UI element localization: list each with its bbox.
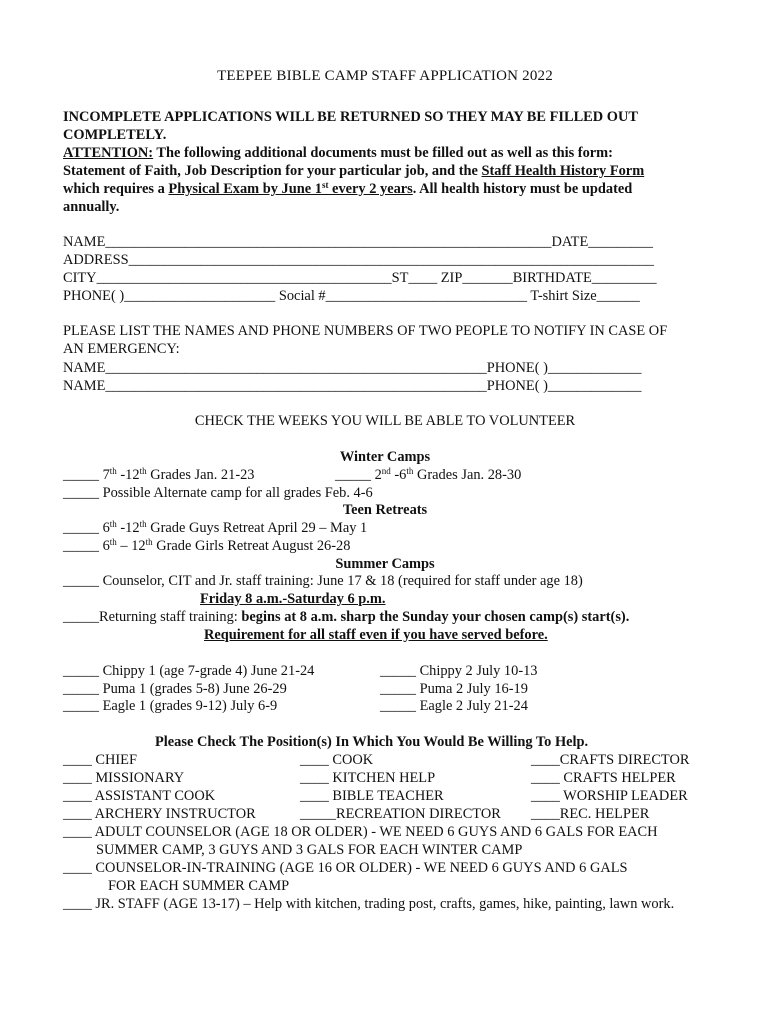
winter-camps-heading: Winter Camps bbox=[339, 449, 431, 465]
teen-guys-retreat[interactable] bbox=[63, 519, 367, 537]
summer-camp-option[interactable]: _____ Puma 1 (grades 5-8) June 26-29 bbox=[63, 681, 287, 697]
grade-range: -6 bbox=[390, 467, 407, 483]
health-form-link: Staff Health History Form bbox=[481, 163, 645, 179]
phone-social-tshirt-field[interactable]: PHONE( )_____________________ Social #____________________________ T-shirt Size______ bbox=[63, 288, 640, 304]
position-option[interactable]: ____ ARCHERY INSTRUCTOR bbox=[63, 806, 256, 822]
attention-text: The following additional documents must be filled out as well as this form: bbox=[153, 145, 613, 161]
summer-camp-option[interactable]: _____ Eagle 1 (grades 9-12) July 6-9 bbox=[63, 698, 278, 714]
ordinal-suffix: th bbox=[109, 519, 117, 529]
position-option[interactable]: ____ MISSIONARY bbox=[63, 770, 185, 786]
position-option[interactable]: ____CRAFTS DIRECTOR bbox=[531, 752, 690, 768]
training-time: Friday 8 a.m.-Saturday 6 p.m. bbox=[200, 591, 386, 607]
winter-camp-2-6[interactable] bbox=[335, 466, 521, 484]
physical-exam-prefix: which requires a bbox=[63, 181, 169, 197]
teen-girls-retreat[interactable] bbox=[63, 537, 350, 555]
winter-camp-7-12[interactable] bbox=[63, 466, 255, 484]
ordinal-suffix: st bbox=[321, 180, 329, 190]
training-requirement: Requirement for all staff even if you have served before. bbox=[204, 627, 548, 643]
page-title: TEEPEE BIBLE CAMP STAFF APPLICATION 2022 bbox=[217, 68, 553, 84]
physical-exam-date: Physical Exam by June 1 bbox=[168, 181, 322, 197]
position-option[interactable]: ____ ASSISTANT COOK bbox=[63, 788, 216, 804]
position-option[interactable]: ____ CRAFTS HELPER bbox=[531, 770, 676, 786]
position-option[interactable]: ____REC. HELPER bbox=[531, 806, 650, 822]
physical-exam-frequency: every 2 years bbox=[328, 181, 413, 197]
emergency-instructions-line1: PLEASE LIST THE NAMES AND PHONE NUMBERS OF TWO PEOPLE TO NOTIFY IN CASE OF bbox=[63, 323, 668, 339]
emergency-contact-2[interactable]: NAME_____________________________________________________PHONE( )_____________ bbox=[63, 378, 642, 394]
jr-staff-option[interactable]: ____ JR. STAFF (AGE 13-17) – Help with kitchen, trading post, crafts, games, hike, painting, lawn work. bbox=[63, 896, 675, 912]
ordinal-suffix: th bbox=[406, 466, 414, 476]
weeks-heading: CHECK THE WEEKS YOU WILL BE ABLE TO VOLUNTEER bbox=[194, 413, 576, 429]
attention-line bbox=[63, 144, 613, 162]
incomplete-notice-line1: INCOMPLETE APPLICATIONS WILL BE RETURNED SO THEY MAY BE FILLED OUT bbox=[63, 109, 638, 125]
position-option[interactable]: ____ COOK bbox=[300, 752, 374, 768]
emergency-contact-1[interactable]: NAME_____________________________________________________PHONE( )_____________ bbox=[63, 360, 642, 376]
ordinal-suffix: th bbox=[109, 466, 117, 476]
address-field[interactable]: ADDRESS_________________________________________________________________________ bbox=[63, 252, 654, 268]
summer-camps-heading: Summer Camps bbox=[335, 556, 435, 572]
counselor-in-training-note: FOR EACH SUMMER CAMP bbox=[108, 878, 290, 894]
name-date-field[interactable]: NAME______________________________________________________________DATE_________ bbox=[63, 234, 654, 250]
physical-exam-line bbox=[63, 180, 632, 198]
summer-camp-option[interactable]: _____ Chippy 1 (age 7-grade 4) June 21-24 bbox=[63, 663, 315, 679]
checkbox-blank: _____ 7 bbox=[63, 467, 110, 483]
positions-heading: Please Check The Position(s) In Which You Would Be Willing To Help. bbox=[155, 734, 589, 750]
checkbox-blank: _____ 6 bbox=[63, 538, 110, 554]
ordinal-suffix: nd bbox=[381, 466, 391, 476]
position-option[interactable]: ____ KITCHEN HELP bbox=[300, 770, 436, 786]
camp-dates: Grades Jan. 28-30 bbox=[413, 467, 522, 483]
returning-staff-training[interactable] bbox=[63, 608, 629, 626]
teen-retreats-heading: Teen Retreats bbox=[342, 502, 428, 518]
adult-counselor-option[interactable]: ____ ADULT COUNSELOR (AGE 18 OR OLDER) - WE NEED 6 GUYS AND 6 GALS FOR EACH bbox=[63, 824, 658, 840]
incomplete-notice-line2: COMPLETELY. bbox=[63, 127, 167, 143]
position-option[interactable]: ____ CHIEF bbox=[63, 752, 137, 768]
summer-camp-option[interactable]: _____ Eagle 2 July 21-24 bbox=[380, 698, 528, 714]
physical-exam-requirement bbox=[168, 181, 412, 197]
grade-range: -12 bbox=[116, 467, 140, 483]
ordinal-suffix: th bbox=[139, 519, 147, 529]
returning-staff-time: begins at 8 a.m. sharp the Sunday your chosen camp(s) start(s). bbox=[241, 609, 630, 625]
position-option[interactable]: _____RECREATION DIRECTOR bbox=[300, 806, 501, 822]
attention-label: ATTENTION: bbox=[63, 145, 154, 161]
summer-camp-option[interactable]: _____ Chippy 2 July 10-13 bbox=[380, 663, 538, 679]
checkbox-blank: _____ 2 bbox=[335, 467, 382, 483]
staff-training-option[interactable]: _____ Counselor, CIT and Jr. staff training: June 17 & 18 (required for staff under age 18) bbox=[63, 573, 583, 589]
adult-counselor-note: SUMMER CAMP, 3 GUYS AND 3 GALS FOR EACH WINTER CAMP bbox=[96, 842, 523, 858]
checkbox-blank: _____ 6 bbox=[63, 520, 110, 536]
grade-range: – 12 bbox=[116, 538, 146, 554]
ordinal-suffix: th bbox=[139, 466, 147, 476]
ordinal-suffix: th bbox=[109, 537, 117, 547]
documents-text: Statement of Faith, Job Description for your particular job, and the bbox=[63, 163, 482, 179]
winter-alternate-camp[interactable]: _____ Possible Alternate camp for all grades Feb. 4-6 bbox=[63, 485, 373, 501]
retreat-dates: Grade Guys Retreat April 29 – May 1 bbox=[146, 520, 368, 536]
counselor-in-training-option[interactable]: ____ COUNSELOR-IN-TRAINING (AGE 16 OR OLDER) - WE NEED 6 GUYS AND 6 GALS bbox=[63, 860, 628, 876]
returning-staff-label: _____Returning staff training: bbox=[63, 609, 242, 625]
annually-line: annually. bbox=[63, 199, 120, 215]
retreat-dates: Grade Girls Retreat August 26-28 bbox=[152, 538, 351, 554]
position-option[interactable]: ____ WORSHIP LEADER bbox=[531, 788, 688, 804]
position-option[interactable]: ____ BIBLE TEACHER bbox=[300, 788, 444, 804]
grade-range: -12 bbox=[116, 520, 140, 536]
ordinal-suffix: th bbox=[145, 537, 153, 547]
camp-dates: Grades Jan. 21-23 bbox=[146, 467, 255, 483]
health-history-update: . All health history must be updated bbox=[412, 181, 633, 197]
summer-camp-option[interactable]: _____ Puma 2 July 16-19 bbox=[380, 681, 528, 697]
documents-line bbox=[63, 162, 644, 180]
emergency-instructions-line2: AN EMERGENCY: bbox=[63, 341, 180, 357]
city-state-zip-birthdate-field[interactable]: CITY_________________________________________ST____ ZIP_______BIRTHDATE_________ bbox=[63, 270, 657, 286]
